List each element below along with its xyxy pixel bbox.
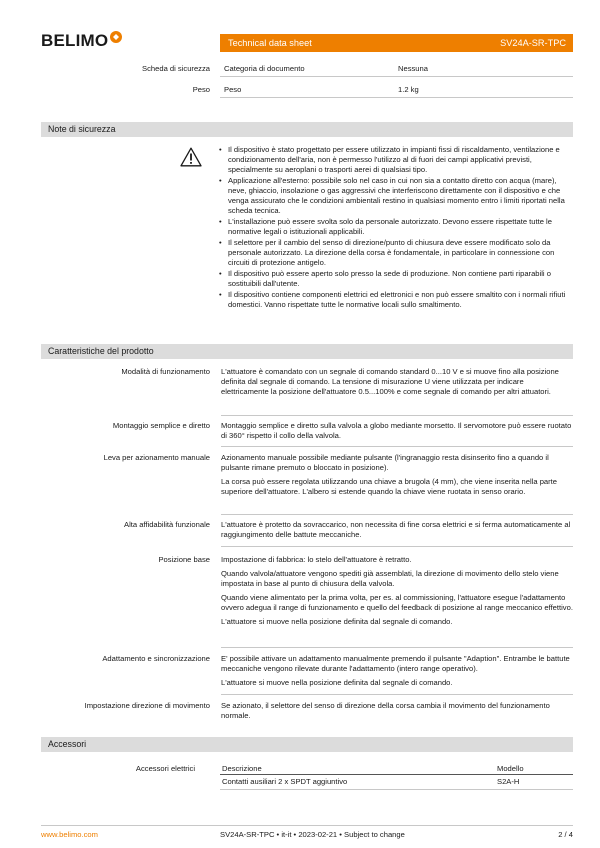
product-row-label: Leva per azionamento manuale (103, 453, 210, 462)
doc-type-title: Technical data sheet (228, 37, 312, 48)
meta-label: Scheda di sicurezza (142, 64, 210, 73)
paragraph: Impostazione di fabbrica: lo stelo dell'attuatore è retratto. (221, 555, 412, 564)
column-header: Descrizione (222, 764, 262, 773)
divider (220, 789, 573, 790)
divider (220, 76, 573, 77)
paragraph: La corsa può essere regolata utilizzando una chiave a brugola (4 mm), che viene inserita nella parte superiore dell'attuatore. L'albero si estende quando la chiave viene ruotata in senso orario. (221, 477, 558, 497)
model-title: SV24A-SR-TPC (500, 37, 566, 48)
divider (221, 694, 573, 695)
section-header-safety: Note di sicurezza (41, 122, 573, 137)
divider (221, 415, 573, 416)
divider (220, 774, 573, 775)
list-item: • L'installazione può essere svolta solo da personale autorizzato. Devono essere rispettate tutte le normative legali o istituzionali applicabili. (218, 217, 573, 237)
product-row-body (221, 367, 573, 401)
safety-notes-list (218, 145, 573, 311)
product-row-body (221, 654, 573, 692)
meta-row (0, 82, 600, 98)
paragraph: E' possibile attivare un adattamento manualmente premendo il pulsante "Adaption". Entrambe le battute meccaniche vengono rilevate durante l'adattamento (intero range operativo). (221, 654, 570, 674)
warning-triangle-icon (180, 147, 202, 167)
product-row-label: Posizione base (158, 555, 210, 564)
product-row-body (221, 555, 573, 631)
meta-key: Categoria di documento (224, 64, 305, 73)
footer-website-link[interactable]: www.belimo.com (41, 830, 98, 839)
brand-logo (41, 30, 123, 52)
paragraph: L'attuatore è comandato con un segnale di comando standard 0...10 V e si muove fino alla posizione definita dal segnale di comando. La tensione di misurazione U viene utilizzata per indicare elettricamente la posizione dell'attuatore 0.5...100% e come segnale di comando per altri attuatori. (221, 367, 559, 397)
product-row-label: Adattamento e sincronizzazione (102, 654, 210, 663)
belimo-logo-icon (109, 30, 123, 44)
divider (221, 446, 573, 447)
list-item: • Il dispositivo è stato progettato per essere utilizzato in impianti fissi di riscaldamento, ventilazione e condizionamento dell'aria, non è permesso l'utilizzo al di fuori dei campi applicativi previsti, specialmente su aeroplani o trasporti aerei di qualsiasi tipo. (218, 145, 573, 175)
paragraph: Se azionato, il selettore del senso di direzione della corsa cambia il movimento del funzionamento normale. (221, 701, 550, 721)
table-cell: S2A-H (497, 777, 520, 786)
product-row-label: Alta affidabilità funzionale (124, 520, 210, 529)
divider (221, 546, 573, 547)
meta-value: Nessuna (398, 64, 428, 73)
column-header: Modello (497, 764, 524, 773)
paragraph: Montaggio semplice e diretto sulla valvola a globo mediante morsetto. Il servomotore può essere ruotato di 360° rispetto il collo della valvola. (221, 421, 572, 441)
meta-label: Peso (192, 85, 210, 94)
paragraph: Quando valvola/attuatore vengono spediti già assemblati, la direzione di movimento dello stelo viene impostata in base al punto di chiusura della valvola. (221, 569, 559, 589)
list-item: • Il selettore per il cambio del senso di direzione/punto di chiusura deve essere modificato solo da personale autorizzato. La direzione della corsa è fondamentale, in particolare in connessione con circuiti di protezione antigelo. (218, 238, 573, 268)
header-bar (220, 34, 573, 52)
divider (221, 647, 573, 648)
footer-divider (41, 825, 573, 826)
product-row-label: Modalità di funzionamento (121, 367, 210, 376)
list-item: • Il dispositivo contiene componenti elettrici ed elettronici e non può essere smaltito con i normali rifiuti domestici. Vanno rispettate tutte le normative locali sullo smaltimento. (218, 290, 573, 310)
meta-key: Peso (224, 85, 242, 94)
product-row-body (221, 520, 573, 544)
footer-doc-info: SV24A-SR-TPC • it-it • 2023-02-21 • Subject to change (220, 830, 405, 839)
paragraph: L'attuatore si muove nella posizione definita dal segnale di comando. (221, 678, 453, 688)
list-item: • Il dispositivo può essere aperto solo presso la sede di produzione. Non contiene parti riparabili o sostituibili dall'utente. (218, 269, 573, 289)
list-item: • Applicazione all'esterno: possibile solo nel caso in cui non sia a contatto diretto con acqua (mare), neve, ghiaccio, insolazione o gas aggressivi che interferiscono direttamente con il dispositivo e che venga assicurato che le condizioni ambientali restino in qualsiasi momento entro i limiti riportati nella scheda tecnica. (218, 176, 573, 216)
paragraph: Quando viene alimentato per la prima volta, per es. al commissioning, l'attuatore esegue l'adattamento ovvero adegua il range di funzionamento e quello del feedback di posizione al range meccanico effettivo. (221, 593, 573, 613)
brand-name: BELIMO (41, 31, 109, 50)
page-number: 2 / 4 (558, 830, 573, 839)
accessories-label: Accessori elettrici (135, 764, 195, 773)
divider (220, 97, 573, 98)
product-row-body (221, 701, 573, 725)
product-row-label: Montaggio semplice e diretto (112, 421, 210, 430)
paragraph: L'attuatore è protetto da sovraccarico, non necessita di fine corsa elettrici e si ferma automaticamente al raggiungimento delle battute meccaniche. (221, 520, 571, 540)
meta-row (0, 61, 600, 77)
paragraph: Azionamento manuale possibile mediante pulsante (l'ingranaggio resta disinserito fino a quando il pulsante rimane premuto o bloccato in posizione). (221, 453, 549, 473)
section-header-accessories: Accessori (41, 737, 573, 752)
divider (221, 514, 573, 515)
product-row-body (221, 453, 573, 501)
section-header-product: Caratteristiche del prodotto (41, 344, 573, 359)
paragraph: L'attuatore si muove nella posizione definita dal segnale di comando. (221, 617, 453, 627)
meta-value: 1.2 kg (398, 85, 419, 94)
product-row-body (221, 421, 573, 445)
product-row-label: Impostazione direzione di movimento (84, 701, 210, 710)
table-cell: Contatti ausiliari 2 x SPDT aggiuntivo (222, 777, 348, 786)
